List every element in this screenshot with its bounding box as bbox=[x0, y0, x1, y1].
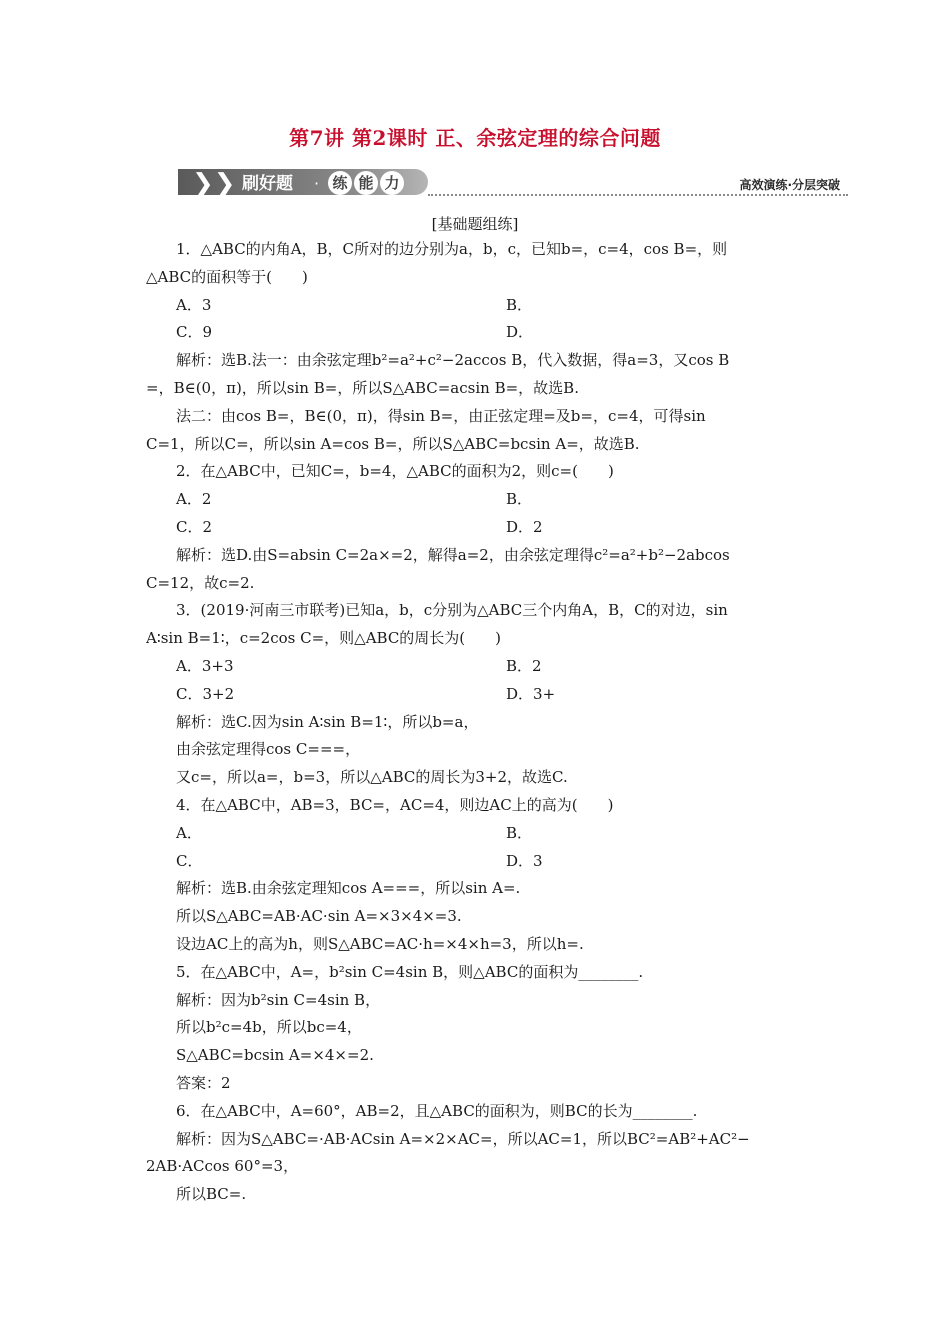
banner-divider bbox=[428, 194, 848, 196]
text-line: S△ABC=bcsin A=×4×=2. bbox=[176, 1046, 374, 1065]
banner-dot: · bbox=[314, 174, 320, 193]
banner-circle-3: 力 bbox=[380, 171, 404, 195]
text-line: 解析：选C.因为sin A∶sin B=1∶，所以b=a， bbox=[176, 712, 479, 731]
option-right: D．3 bbox=[506, 851, 543, 870]
page-title: 第7讲 第2课时 正、余弦定理的综合问题 bbox=[289, 126, 661, 150]
text-line: 所以BC=. bbox=[176, 1185, 247, 1204]
option-row bbox=[146, 486, 810, 514]
option-left: C．9 bbox=[176, 323, 213, 342]
option-right: D．2 bbox=[506, 517, 543, 536]
text-line: 1．△ABC的内角A，B，C所对的边分别为a，b，c，已知b=，c=4，cos B=，则 bbox=[176, 240, 728, 258]
chevron-right-icon: ❯❯ bbox=[192, 169, 236, 199]
option-left: A．2 bbox=[176, 490, 212, 509]
text-line: 解析：选D.由S=absin C=2a×=2，解得a=2，由余弦定理得c²=a²+b²−2abcos bbox=[176, 545, 730, 564]
option-row bbox=[146, 514, 810, 542]
banner-bar bbox=[178, 169, 428, 199]
option-right: D．3+ bbox=[506, 684, 556, 703]
banner-left-text: 刷好题 bbox=[242, 174, 293, 194]
option-right: B． bbox=[506, 823, 533, 842]
text-line: C=1，所以C=，所以sin A=cos B=，所以S△ABC=bcsin A=，故选B. bbox=[146, 434, 640, 453]
text-line: 答案：2 bbox=[176, 1073, 231, 1092]
banner-circle-1: 练 bbox=[328, 171, 352, 195]
text-line: △ABC的面积等于( ) bbox=[146, 267, 308, 286]
option-row bbox=[146, 653, 810, 681]
text-line: 3．(2019·河南三市联考)已知a，b，c分别为△ABC三个内角A，B，C的对边，sin bbox=[176, 601, 728, 620]
section-title: [基础题组练] bbox=[431, 215, 519, 233]
banner-right-text: 高效演练·分层突破 bbox=[739, 178, 840, 192]
text-line: 又c=，所以a=，b=3，所以△ABC的周长为3+2，故选C. bbox=[176, 768, 568, 787]
option-left: A．3 bbox=[176, 295, 212, 314]
text-line: 5．在△ABC中，A=，b²sin C=4sin B，则△ABC的面积为________. bbox=[176, 962, 644, 981]
option-left: C．2 bbox=[176, 517, 213, 536]
text-line: A∶sin B=1∶，c=2cos C=，则△ABC的周长为( ) bbox=[146, 629, 502, 648]
option-left: A．3+3 bbox=[176, 656, 234, 675]
text-line: 解析：选B.由余弦定理知cos A===，所以sin A=. bbox=[176, 879, 521, 898]
text-line: 所以b²c=4b，所以bc=4， bbox=[176, 1018, 362, 1037]
text-line: =，B∈(0，π)，所以sin B=，所以S△ABC=acsin B=，故选B. bbox=[146, 378, 579, 397]
option-left: C． bbox=[176, 851, 203, 870]
text-line: 2AB·ACcos 60°=3， bbox=[146, 1157, 299, 1176]
text-line: 法二：由cos B=，B∈(0，π)，得sin B=，由正弦定理=及b=，c=4，可得sin bbox=[176, 406, 706, 425]
option-right: B． bbox=[506, 490, 533, 509]
option-right: B． bbox=[506, 295, 533, 314]
option-row bbox=[146, 319, 810, 347]
option-left: A． bbox=[176, 823, 202, 842]
text-line: C=12，故c=2. bbox=[146, 573, 255, 592]
option-row bbox=[146, 292, 810, 320]
text-line: 由余弦定理得cos C===， bbox=[176, 740, 361, 759]
text-line: 解析：因为S△ABC=·AB·ACsin A=×2×AC=，所以AC=1，所以BC²=AB²+AC²− bbox=[176, 1129, 750, 1148]
document-body bbox=[146, 236, 810, 1209]
text-line: 解析：选B.法一：由余弦定理b²=a²+c²−2accos B，代入数据，得a=3，又cos B bbox=[176, 351, 730, 370]
text-line: 解析：因为b²sin C=4sin B， bbox=[176, 990, 381, 1009]
section-banner bbox=[178, 167, 848, 197]
option-row bbox=[146, 681, 810, 709]
text-line: 2．在△ABC中，已知C=，b=4，△ABC的面积为2，则c=( ) bbox=[176, 462, 614, 481]
option-left: C．3+2 bbox=[176, 684, 235, 703]
option-right: B．2 bbox=[506, 656, 542, 675]
text-line: 6．在△ABC中，A=60°，AB=2，且△ABC的面积为，则BC的长为________. bbox=[176, 1101, 698, 1120]
banner-circle-2: 能 bbox=[354, 171, 378, 195]
text-line: 所以S△ABC=AB·AC·sin A=×3×4×=3. bbox=[176, 907, 462, 926]
text-line: 设边AC上的高为h，则S△ABC=AC·h=×4×h=3，所以h=. bbox=[176, 934, 584, 953]
text-line: 4．在△ABC中，AB=3，BC=，AC=4，则边AC上的高为( ) bbox=[176, 795, 614, 814]
option-row bbox=[146, 848, 810, 876]
option-right: D． bbox=[506, 323, 534, 342]
option-row bbox=[146, 820, 810, 848]
